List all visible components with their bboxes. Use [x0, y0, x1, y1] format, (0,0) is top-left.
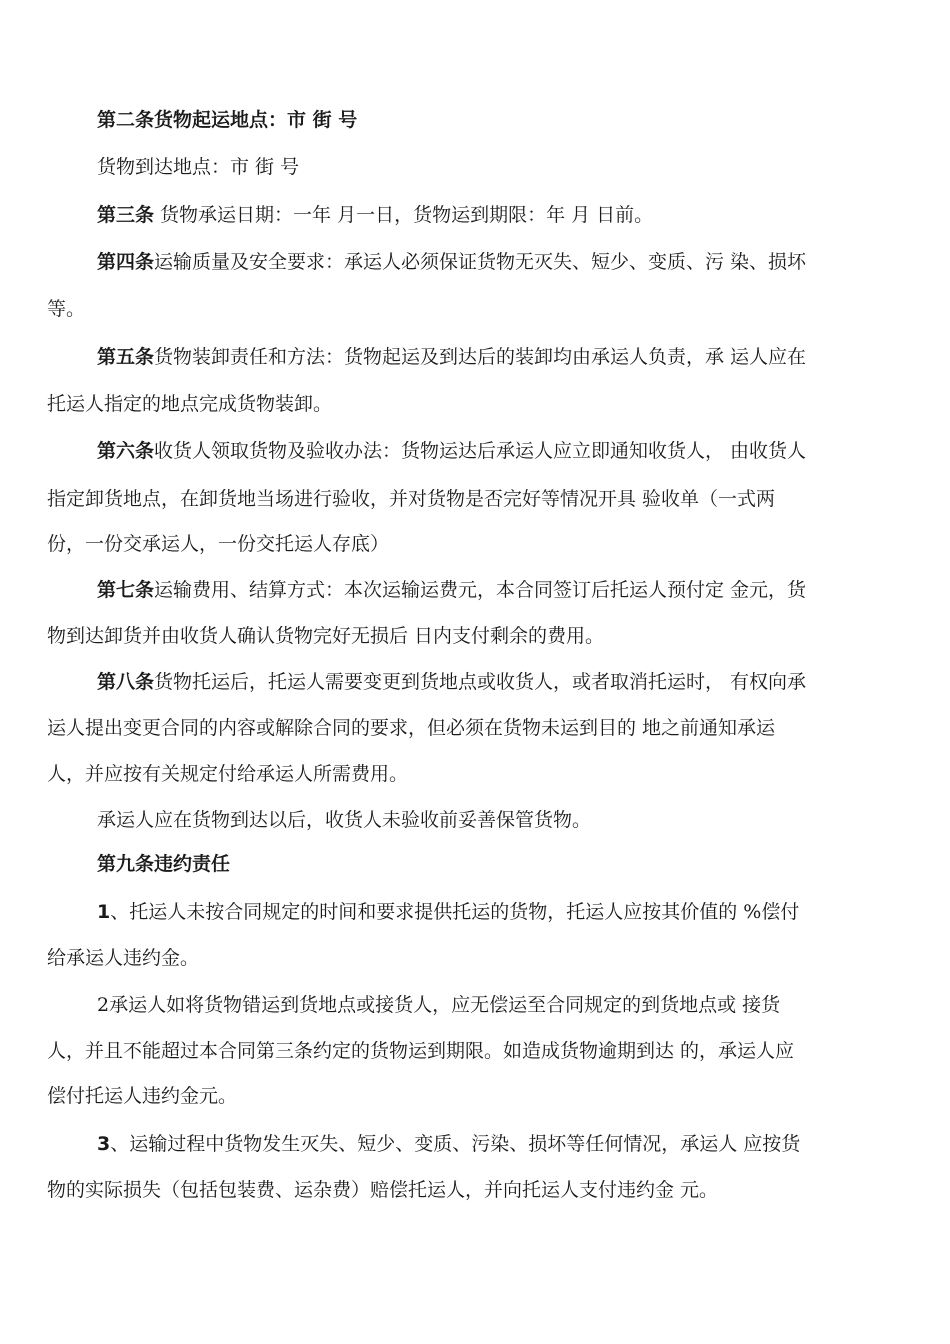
- article-6-label: 第六条: [97, 440, 155, 462]
- article-6-line-3: 份，一份交承运人，一份交托运人存底）: [47, 533, 390, 555]
- article-8-text: 货物托运后，托运人需要变更到货地点或收货人，或者取消托运时， 有权向承: [154, 671, 807, 693]
- article-8-paragraph-2: 承运人应在货物到达以后，收货人未验收前妥善保管货物。: [97, 809, 592, 831]
- article-6-line-1: [97, 436, 806, 463]
- item-3-text: 、运输过程中货物发生灭失、短少、变质、污染、损坏等任何情况，承运人 应按货: [110, 1133, 801, 1155]
- article-2-origin: 第二条货物起运地点：市 街 号: [97, 109, 358, 131]
- item-3-line-2: 物的实际损失（包括包装费、运杂费）赔偿托运人，并向托运人支付违约金 元。: [47, 1179, 719, 1201]
- article-4-line-2: 等。: [47, 298, 86, 320]
- item-3-number: 3: [97, 1133, 111, 1155]
- article-8-line-2: 运人提出变更合同的内容或解除合同的要求，但必须在货物未运到目的 地之前通知承运: [47, 717, 776, 739]
- item-1-line-2: 给承运人违约金。: [47, 947, 200, 969]
- item-1-number: 1: [97, 901, 111, 923]
- article-7-line-2: 物到达卸货并由收货人确认货物完好无损后 日内支付剩余的费用。: [47, 625, 605, 647]
- item-3-line-1: [97, 1129, 800, 1156]
- article-3-label: 第三条: [97, 204, 155, 226]
- item-1-line-1: [97, 897, 799, 924]
- item-1-text: 、托运人未按合同规定的时间和要求提供托运的货物，托运人应按其价值的 %偿付: [110, 901, 800, 923]
- item-2-line-2: 人，并且不能超过本合同第三条约定的货物运到期限。如造成货物逾期到达 的，承运人应: [47, 1040, 795, 1062]
- article-2-destination: 货物到达地点：市 街 号: [97, 156, 300, 178]
- article-5-line-1: [97, 342, 806, 369]
- article-5-label: 第五条: [97, 346, 155, 368]
- item-2-line-3: 偿付托运人违约金元。: [47, 1085, 238, 1107]
- article-6-text: 收货人领取货物及验收办法：货物运达后承运人应立即通知收货人， 由收货人: [154, 440, 807, 462]
- article-5-text: 货物装卸责任和方法：货物起运及到达后的装卸均由承运人负责，承 运人应在: [154, 346, 807, 368]
- article-8-line-1: [97, 667, 806, 694]
- article-7-label: 第七条: [97, 579, 155, 601]
- article-4-line-1: [97, 247, 806, 274]
- article-8-label: 第八条: [97, 671, 155, 693]
- article-3: [97, 200, 653, 227]
- article-6-line-2: 指定卸货地点，在卸货地当场进行验收，并对货物是否完好等情况开具 验收单（一式两: [47, 488, 776, 510]
- article-5-line-2: 托运人指定的地点完成货物装卸。: [47, 393, 333, 415]
- article-4-label: 第四条: [97, 251, 155, 273]
- article-7-line-1: [97, 575, 806, 602]
- article-7-text: 运输费用、结算方式：本次运输运费元，本合同签订后托运人预付定 金元，货: [154, 579, 807, 601]
- article-3-text: 货物承运日期：一年 月一日，货物运到期限：年 月 日前。: [154, 204, 654, 226]
- article-8-line-3: 人，并应按有关规定付给承运人所需费用。: [47, 763, 409, 785]
- item-2-line-1: 2承运人如将货物错运到货地点或接货人，应无偿运至合同规定的到货地点或 接货: [97, 994, 781, 1016]
- article-4-text: 运输质量及安全要求：承运人必须保证货物无灭失、短少、变质、污 染、损坏: [154, 251, 807, 273]
- article-9-title: 第九条违约责任: [97, 853, 231, 875]
